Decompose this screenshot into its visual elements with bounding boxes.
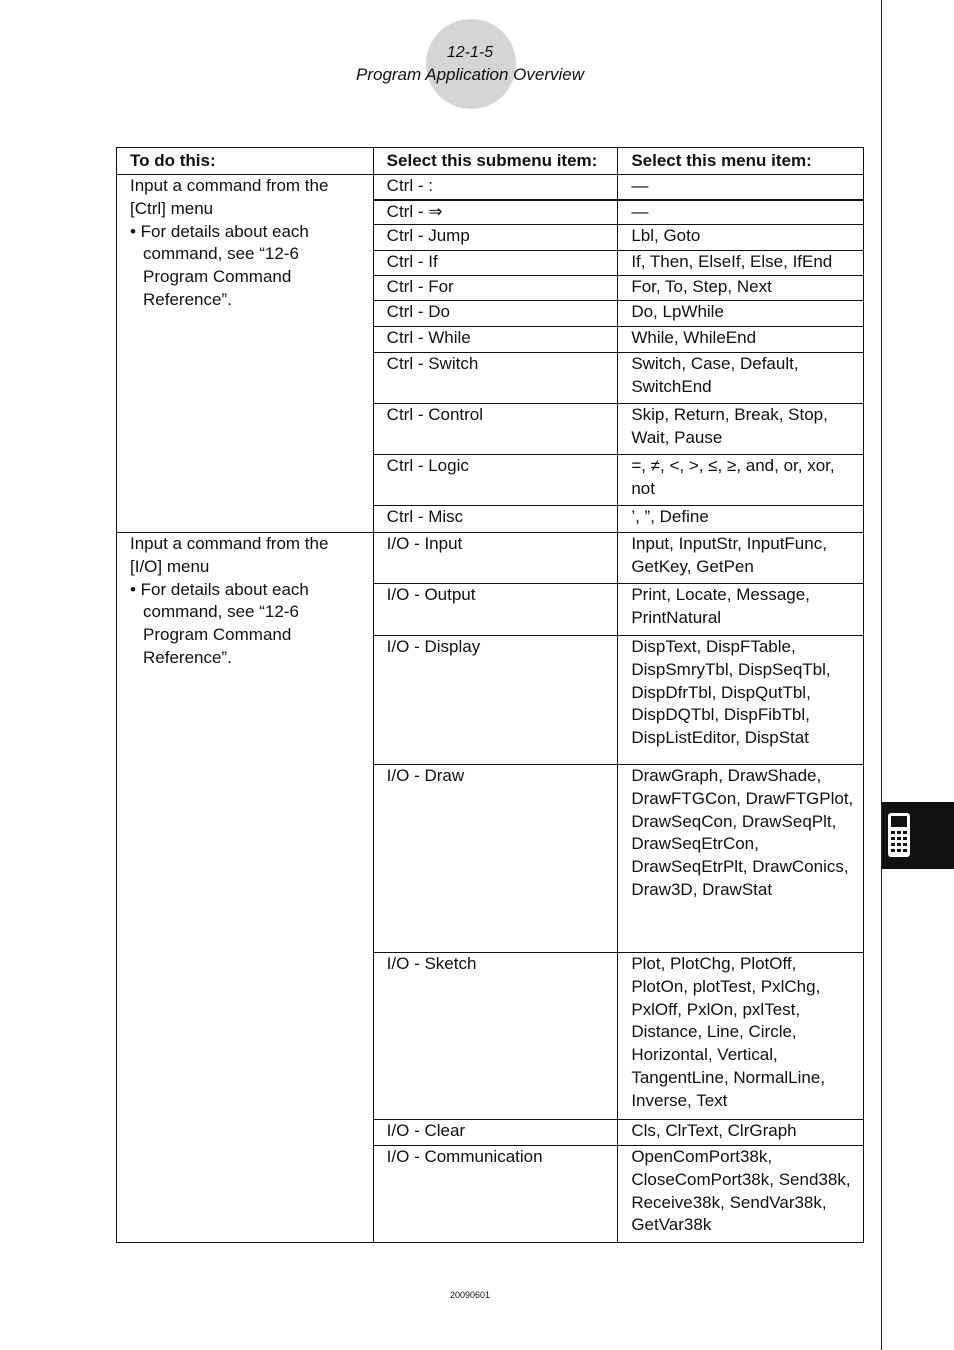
menu-cell: For, To, Step, Next (618, 276, 864, 301)
page-header (0, 0, 940, 120)
menu-cell: If, Then, ElseIf, Else, IfEnd (618, 251, 864, 276)
menu-cell: DispText, DispFTable, DispSmryTbl, DispSeqTbl, DispDfrTbl, DispQutTbl, DispDQTbl, DispFibTbl, DispListEditor, DispStat (618, 636, 864, 765)
footer-code: 20090601 (449, 1290, 491, 1300)
menu-cell: Lbl, Goto (618, 225, 864, 251)
menu-cell: DrawGraph, DrawShade, DrawFTGCon, DrawFTGPlot, DrawSeqCon, DrawSeqPlt, DrawSeqEtrCon, DrawSeqEtrPlt, DrawConics, Draw3D, DrawStat (618, 765, 864, 953)
task-cell-ctrl (117, 175, 374, 533)
menu-cell: Input, InputStr, InputFunc, GetKey, GetPen (618, 533, 864, 584)
column-header-menu: Select this menu item: (618, 148, 864, 175)
submenu-cell: Ctrl - Do (373, 301, 618, 327)
page-number: 12-1-5 (446, 44, 494, 61)
header-circle-decoration (426, 19, 516, 109)
submenu-cell: Ctrl - If (373, 251, 618, 276)
submenu-cell: Ctrl - Misc (373, 506, 618, 533)
menu-cell: Do, LpWhile (618, 301, 864, 327)
menu-cell: Cls, ClrText, ClrGraph (618, 1120, 864, 1146)
submenu-cell: Ctrl - : (373, 175, 618, 200)
menu-cell: Switch, Case, Default, SwitchEnd (618, 353, 864, 404)
submenu-cell: I/O - Clear (373, 1120, 618, 1146)
column-header-task: To do this: (117, 148, 374, 175)
calculator-icon (887, 812, 911, 863)
menu-cell: — (618, 175, 864, 200)
submenu-cell: Ctrl - Jump (373, 225, 618, 251)
task-note: • For details about each command, see “12-6 Program Command Reference”. (130, 579, 309, 667)
submenu-cell: I/O - Input (373, 533, 618, 584)
command-reference-table (116, 147, 864, 1243)
submenu-cell: Ctrl - For (373, 276, 618, 301)
table-header-row (117, 148, 864, 175)
submenu-cell: I/O - Communication (373, 1146, 618, 1243)
submenu-cell: I/O - Sketch (373, 953, 618, 1120)
table-row (117, 175, 864, 200)
menu-cell: Print, Locate, Message, PrintNatural (618, 584, 864, 636)
right-margin-rule (881, 0, 882, 1350)
task-cell-io (117, 533, 374, 1243)
submenu-cell: Ctrl - Control (373, 404, 618, 455)
submenu-cell: I/O - Draw (373, 765, 618, 953)
task-description: Input a command from the [I/O] menu (130, 534, 329, 576)
section-title: Program Application Overview (355, 65, 584, 84)
menu-cell: While, WhileEnd (618, 327, 864, 353)
submenu-cell: I/O - Display (373, 636, 618, 765)
table-row (117, 533, 864, 584)
menu-cell: Skip, Return, Break, Stop, Wait, Pause (618, 404, 864, 455)
task-description: Input a command from the [Ctrl] menu (130, 176, 329, 218)
menu-cell: — (618, 200, 864, 225)
menu-cell: Plot, PlotChg, PlotOff, PlotOn, plotTest, PxlChg, PxlOff, PxlOn, pxlTest, Distance, Line, Circle, Horizontal, Vertical, TangentLine, NormalLine, Inverse, Text (618, 953, 864, 1120)
submenu-cell: Ctrl - ⇒ (373, 200, 618, 225)
task-note: • For details about each command, see “12-6 Program Command Reference”. (130, 221, 309, 309)
submenu-cell: I/O - Output (373, 584, 618, 636)
menu-cell: OpenComPort38k, CloseComPort38k, Send38k, Receive38k, SendVar38k, GetVar38k (618, 1146, 864, 1243)
chapter-tab (882, 802, 954, 869)
submenu-cell: Ctrl - While (373, 327, 618, 353)
menu-cell: ’, ”, Define (618, 506, 864, 533)
menu-cell: =, ≠, <, >, ≤, ≥, and, or, xor, not (618, 455, 864, 506)
submenu-cell: Ctrl - Logic (373, 455, 618, 506)
submenu-cell: Ctrl - Switch (373, 353, 618, 404)
column-header-submenu: Select this submenu item: (373, 148, 618, 175)
